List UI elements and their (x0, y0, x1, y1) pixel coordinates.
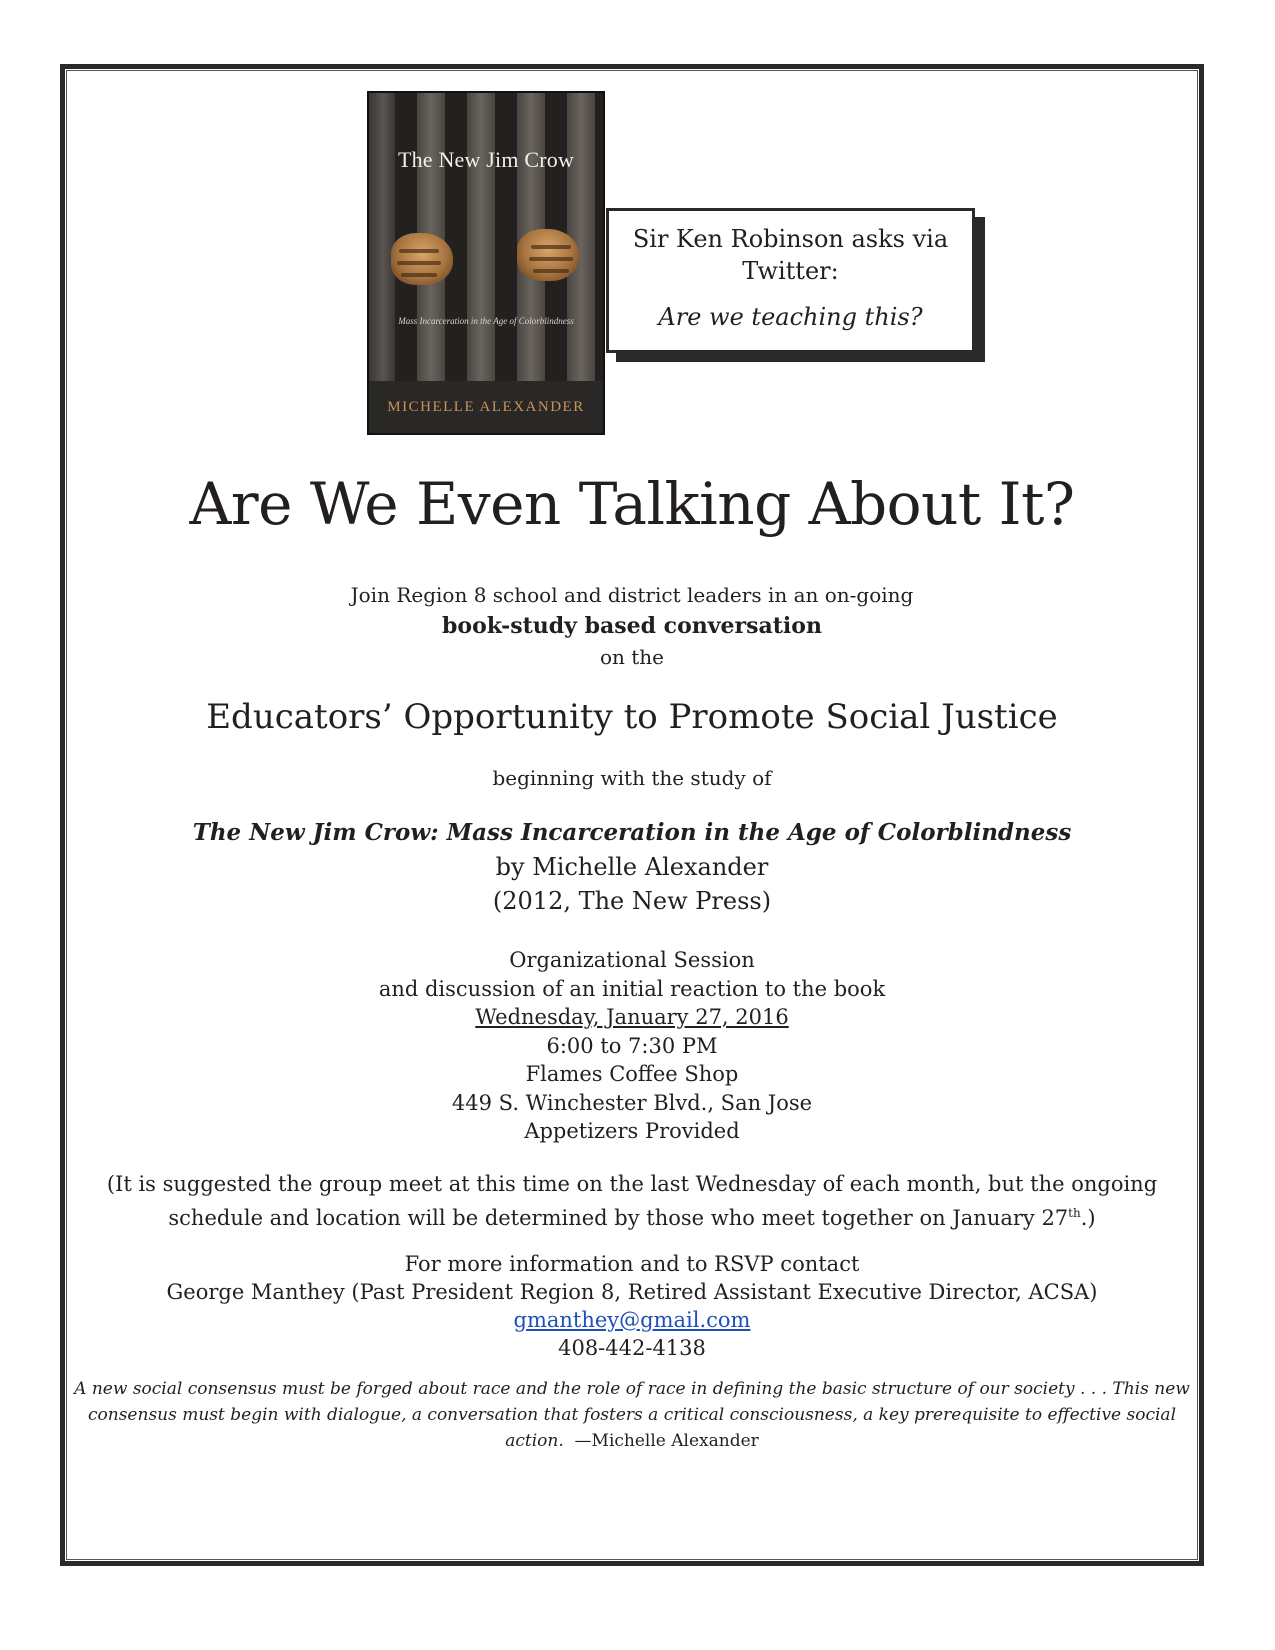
schedule-note-end: .) (1080, 1206, 1096, 1230)
tweet-question: Are we teaching this? (658, 303, 923, 331)
contact-block (66, 1250, 1198, 1362)
schedule-note-sup: th (1068, 1206, 1081, 1220)
left-hand-graphic (391, 233, 453, 285)
book-cover-author: MICHELLE ALEXANDER (387, 399, 585, 415)
quote-attribution: —Michelle Alexander (574, 1431, 759, 1451)
book-cover-subtitle: Mass Incarceration in the Age of Colorblindness (398, 316, 574, 326)
tweet-attribution: Sir Ken Robinson asks via Twitter: (632, 225, 949, 285)
schedule-note (100, 1170, 1164, 1233)
session-details (66, 946, 1198, 1146)
closing-quote (70, 1376, 1194, 1454)
session-description: and discussion of an initial reaction to the book (378, 976, 886, 1001)
book-publisher: (2012, The New Press) (492, 887, 772, 915)
page-headline: Are We Even Talking About It? (189, 470, 1075, 538)
beginning-line: beginning with the study of (492, 766, 772, 790)
subheading: Educators’ Opportunity to Promote Social Justice (206, 697, 1058, 737)
contact-phone: 408-442-4138 (558, 1336, 706, 1360)
session-time: 6:00 to 7:30 PM (546, 1033, 718, 1058)
book-title: The New Jim Crow: Mass Incarceration in the Age of Colorblindness (192, 819, 1072, 846)
intro-line-3: on the (599, 645, 665, 669)
session-title: Organizational Session (509, 948, 755, 972)
session-extra: Appetizers Provided (524, 1119, 740, 1143)
book-author: by Michelle Alexander (495, 853, 769, 881)
session-venue: Flames Coffee Shop (525, 1062, 739, 1086)
session-address: 449 S. Winchester Blvd., San Jose (451, 1090, 813, 1115)
quote-text: A new social consensus must be forged about race and the role of race in defining the basic structure of our society . . . This new consensus must begin with dialogue, a conversation that fosters a critical consciousness, a key prerequisite to effective social action. (74, 1379, 1190, 1451)
book-cover-title: The New Jim Crow (397, 147, 575, 172)
intro-line-2: book-study based conversation (442, 613, 822, 639)
schedule-note-text: (It is suggested the group meet at this time on the last Wednesday of each month, but the ongoing schedule and location will be determined by those who meet together on January 27 (106, 1172, 1158, 1230)
right-hand-graphic (517, 229, 579, 281)
tweet-callout-box (606, 208, 975, 353)
book-cover-image (367, 91, 605, 435)
session-date: Wednesday, January 27, 2016 (475, 1005, 789, 1029)
contact-person: George Manthey (Past President Region 8, Retired Assistant Executive Director, ACSA) (166, 1280, 1098, 1304)
book-info (66, 816, 1198, 918)
contact-email-link[interactable]: gmanthey@gmail.com (513, 1308, 751, 1332)
contact-intro: For more information and to RSVP contact (404, 1252, 860, 1276)
intro-line-1: Join Region 8 school and district leaders in an on-going (350, 583, 914, 607)
intro-block (66, 580, 1198, 673)
